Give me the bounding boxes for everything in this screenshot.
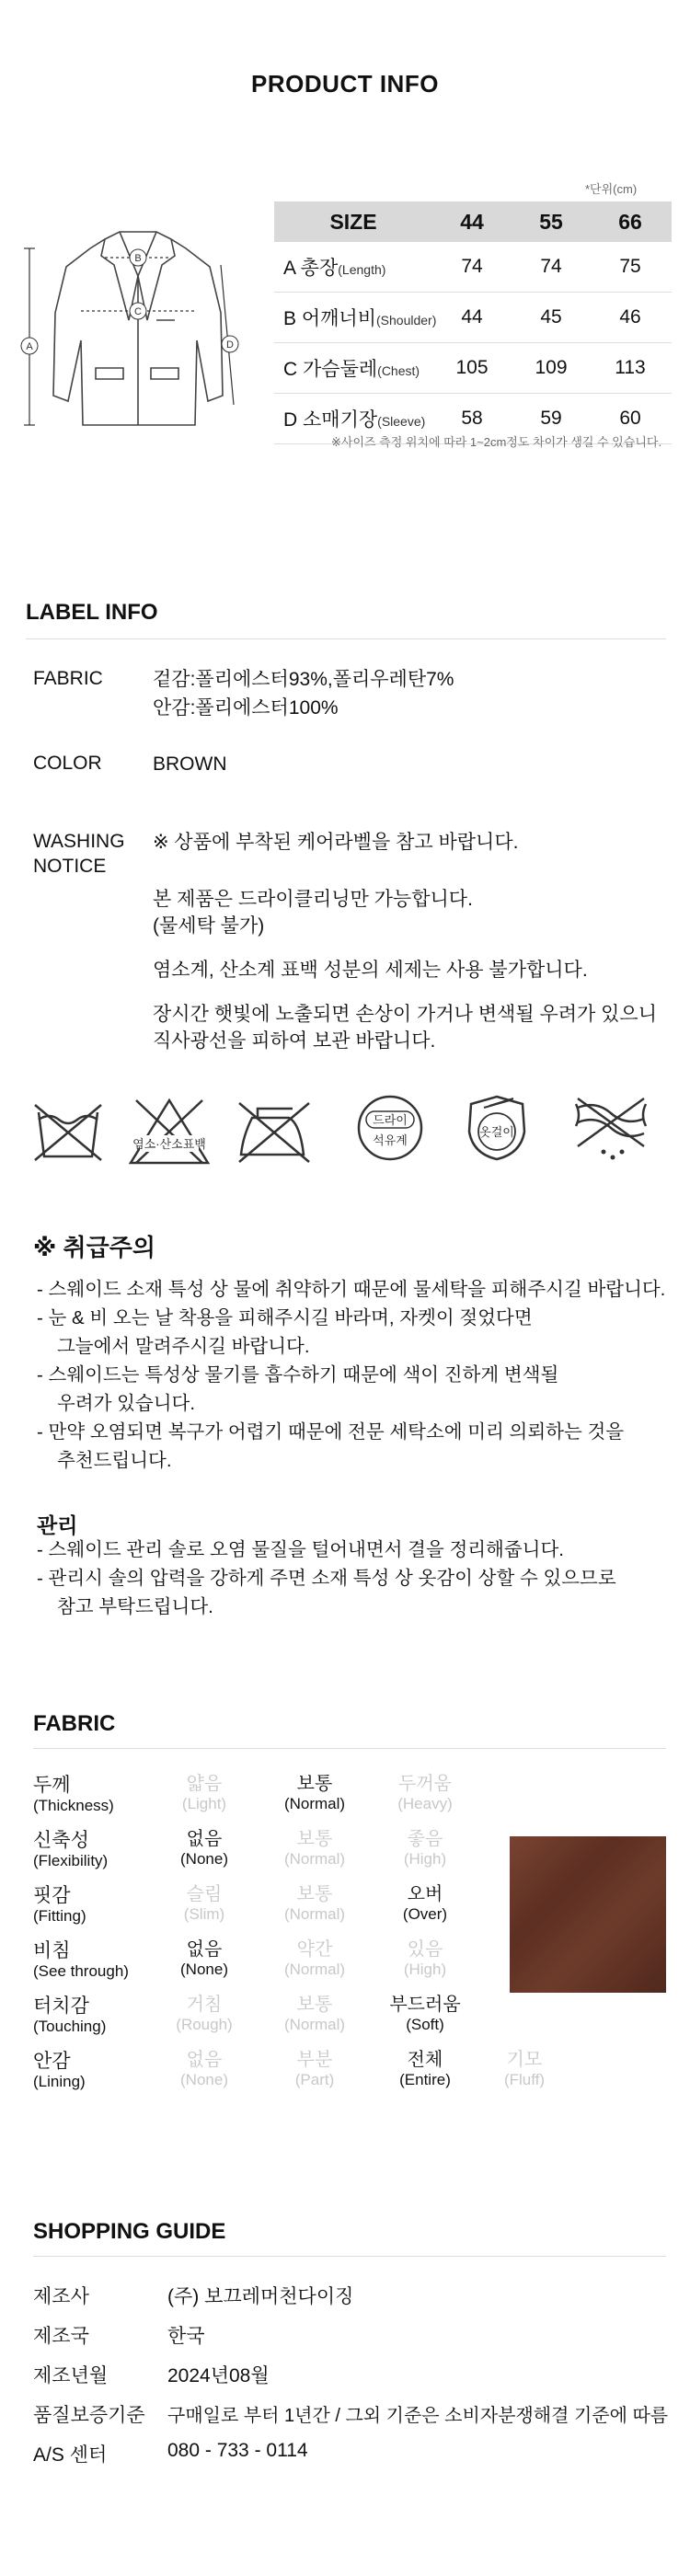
marker-d: D <box>226 339 234 351</box>
caution-line: 추천드립니다. <box>57 1450 172 1471</box>
size-cell: 46 <box>619 306 641 328</box>
hang-text: 옷걸이 <box>479 1125 514 1139</box>
fabric-attr-label: 비침 <box>33 1940 71 1961</box>
fabric-row-see-through <box>33 1939 512 1995</box>
fabric-option-selected: 부드러움 (Soft) <box>389 1995 461 2033</box>
color-key: COLOR <box>33 753 102 774</box>
fabric-option-selected: 전체 (Entire) <box>399 2050 451 2088</box>
caution-line: 우려가 있습니다. <box>57 1393 196 1414</box>
care-line: - 관리시 솔의 압력을 강하게 주면 소재 특성 상 옷감이 상할 수 있으므로 <box>37 1568 616 1589</box>
size-header: SIZE <box>329 209 377 234</box>
guide-key: 제조년월 <box>33 2365 109 2386</box>
fabric-option: 기모 (Fluff) <box>503 2050 546 2088</box>
hang-dry-icon <box>460 1091 534 1165</box>
unit-label: *단위(cm) <box>585 182 638 196</box>
row-label: D 소매기장 <box>283 409 378 431</box>
size-row-length <box>274 242 672 292</box>
size-cell: 75 <box>619 256 641 277</box>
size-cell: 59 <box>540 408 562 429</box>
size-cell: 58 <box>461 408 483 429</box>
fabric-lining: 안감:폴리에스터100% <box>153 697 339 719</box>
dry-clean-icon <box>355 1093 425 1163</box>
fabric-attr-sub: (Thickness) <box>33 1797 114 1814</box>
size-col-44: 44 <box>460 209 484 234</box>
size-cell: 45 <box>540 306 562 328</box>
fabric-option: 없음 (None) <box>180 2050 228 2088</box>
size-table <box>274 201 672 444</box>
row-label: B 어깨너비 <box>283 308 376 329</box>
notice-key: NOTICE <box>33 856 107 877</box>
caution-line: - 만약 오염되면 복구가 어렵기 때문에 전문 세탁소에 미리 의뢰하는 것을 <box>37 1421 625 1443</box>
washing-line: 직사광선을 피하여 보관 바랍니다. <box>153 1030 436 1052</box>
size-row-shoulder <box>274 293 672 342</box>
fabric-option-selected: 오버 (Over) <box>402 1884 448 1923</box>
no-bleach-icon <box>127 1095 212 1168</box>
fabric-attr-label: 핏감 <box>33 1885 71 1906</box>
washing-line: 장시간 햇빛에 노출되면 손상이 가거나 변색될 우려가 있으니 <box>153 1004 657 1025</box>
fabric-row-fitting <box>33 1884 512 1939</box>
fabric-option: 거침 (Rough) <box>176 1995 233 2033</box>
caution-title: ※ 취급주의 <box>33 1234 155 1261</box>
fabric-attr-label: 안감 <box>33 2051 71 2072</box>
size-note: ※사이즈 측정 위치에 따라 1~2cm정도 차이가 생길 수 있습니다. <box>331 435 662 449</box>
row-label: C 가슴둘레 <box>283 359 378 380</box>
marker-b: B <box>134 253 142 264</box>
fabric-option: 있음 (High) <box>403 1939 447 1978</box>
fabric-attr-sub: (Flexibility) <box>33 1852 109 1869</box>
caution-line: - 스웨이드는 특성상 물기를 흡수하기 때문에 색이 진하게 변색될 <box>37 1364 559 1386</box>
caution-line: 그늘에서 말려주시길 바랍니다. <box>57 1336 310 1357</box>
fabric-option-selected: 보통 (Normal) <box>283 1774 346 1812</box>
fabric-row-lining <box>33 2050 546 2105</box>
caution-line: - 스웨이드 소재 특성 상 물에 취약하기 때문에 물세탁을 피해주시길 바랍니다. <box>37 1279 666 1300</box>
fabric-attr-label: 두께 <box>33 1775 71 1796</box>
care-title: 관리 <box>37 1513 78 1537</box>
fabric-attr-sub: (See through) <box>33 1962 129 1980</box>
washing-line: ※ 상품에 부착된 케어라벨을 참고 바랍니다. <box>153 832 519 853</box>
guide-key: 품질보증기준 <box>33 2405 145 2426</box>
size-cell: 109 <box>535 357 568 378</box>
no-iron-icon <box>234 1099 315 1166</box>
fabric-row-touching <box>33 1995 512 2050</box>
washing-key: WASHING <box>33 831 125 852</box>
fabric-option: 슬림 (Slim) <box>183 1884 225 1923</box>
fabric-outer: 겉감:폴리에스터93%,폴리우레탄7% <box>153 669 454 690</box>
size-table-header <box>274 201 672 242</box>
shopping-guide-title: SHOPPING GUIDE <box>33 2219 226 2244</box>
washing-line: 본 제품은 드라이클리닝만 가능합니다. <box>153 889 473 910</box>
size-cell: 44 <box>461 306 483 328</box>
row-sublabel: (Length) <box>338 262 386 277</box>
fabric-attr-sub: (Lining) <box>33 2073 86 2090</box>
fabric-key: FABRIC <box>33 668 103 689</box>
fabric-option: 보통 (Normal) <box>283 1884 346 1923</box>
size-col-66: 66 <box>618 209 642 234</box>
guide-value: (주) 보끄레머천다이징 <box>167 2286 354 2307</box>
fabric-attr-label: 신축성 <box>33 1830 89 1851</box>
fabric-option: 약간 (Normal) <box>283 1939 346 1978</box>
caution-line: - 눈 & 비 오는 날 착용을 피해주시길 바라며, 자켓이 젖었다면 <box>37 1307 533 1328</box>
row-sublabel: (Sleeve) <box>377 414 426 429</box>
product-info-title: PRODUCT INFO <box>251 70 439 98</box>
guide-key: 제조국 <box>33 2326 89 2347</box>
fabric-attr-label: 터치감 <box>33 1995 89 2017</box>
fabric-option: 얇음 (Light) <box>181 1774 227 1812</box>
care-line: 참고 부탁드립니다. <box>57 1596 213 1617</box>
size-cell: 105 <box>455 357 489 378</box>
fabric-option: 부분 (Part) <box>294 2050 335 2088</box>
no-wring-icon <box>569 1095 653 1165</box>
washing-line: (물세탁 불가) <box>153 915 265 937</box>
fabric-option: 좋음 (High) <box>403 1829 447 1868</box>
guide-value: 080 - 733 - 0114 <box>167 2440 308 2461</box>
fabric-row-thickness <box>33 1774 512 1829</box>
fabric-option-selected: 없음 (None) <box>180 1939 228 1978</box>
fabric-option-selected: 없음 (None) <box>180 1829 228 1868</box>
washing-line: 염소계, 산소계 표백 성분의 세제는 사용 불가합니다. <box>153 960 588 981</box>
no-wash-icon <box>31 1099 105 1166</box>
row-sublabel: (Chest) <box>377 363 420 378</box>
guide-value: 한국 <box>167 2326 205 2347</box>
size-cell: 74 <box>540 256 562 277</box>
row-label: A 총장 <box>283 258 339 279</box>
guide-key: A/S 센터 <box>33 2444 108 2466</box>
jacket-diagram <box>9 212 276 432</box>
row-sublabel: (Shoulder) <box>376 313 437 328</box>
fabric-title: FABRIC <box>33 1711 116 1736</box>
size-col-55: 55 <box>539 209 563 234</box>
size-cell: 74 <box>461 256 483 277</box>
guide-value: 2024년08월 <box>167 2365 270 2386</box>
petroleum-text: 석유계 <box>373 1133 408 1147</box>
marker-c: C <box>134 306 142 317</box>
fabric-row-flexibility <box>33 1829 512 1884</box>
fabric-attr-sub: (Touching) <box>33 2018 107 2035</box>
size-cell: 113 <box>615 357 646 378</box>
bleach-text: 염소·산소표백 <box>132 1137 206 1151</box>
label-info-title: LABEL INFO <box>26 600 158 625</box>
fabric-option: 보통 (Normal) <box>283 1829 346 1868</box>
marker-a: A <box>26 341 33 352</box>
fabric-swatch <box>510 1836 666 1993</box>
fabric-option: 보통 (Normal) <box>283 1995 346 2033</box>
size-row-chest <box>274 343 672 393</box>
care-line: - 스웨이드 관리 솔로 오염 물질을 털어내면서 결을 정리해줍니다. <box>37 1539 564 1560</box>
fabric-attr-sub: (Fitting) <box>33 1907 86 1925</box>
dry-text: 드라이 <box>373 1113 408 1127</box>
size-cell: 60 <box>619 408 641 429</box>
fabric-option: 두꺼움 (Heavy) <box>397 1774 453 1812</box>
color-value: BROWN <box>153 753 227 775</box>
guide-key: 제조사 <box>33 2286 89 2307</box>
guide-value: 구매일로 부터 1년간 / 그외 기준은 소비자분쟁해결 기준에 따름 <box>167 2406 669 2426</box>
